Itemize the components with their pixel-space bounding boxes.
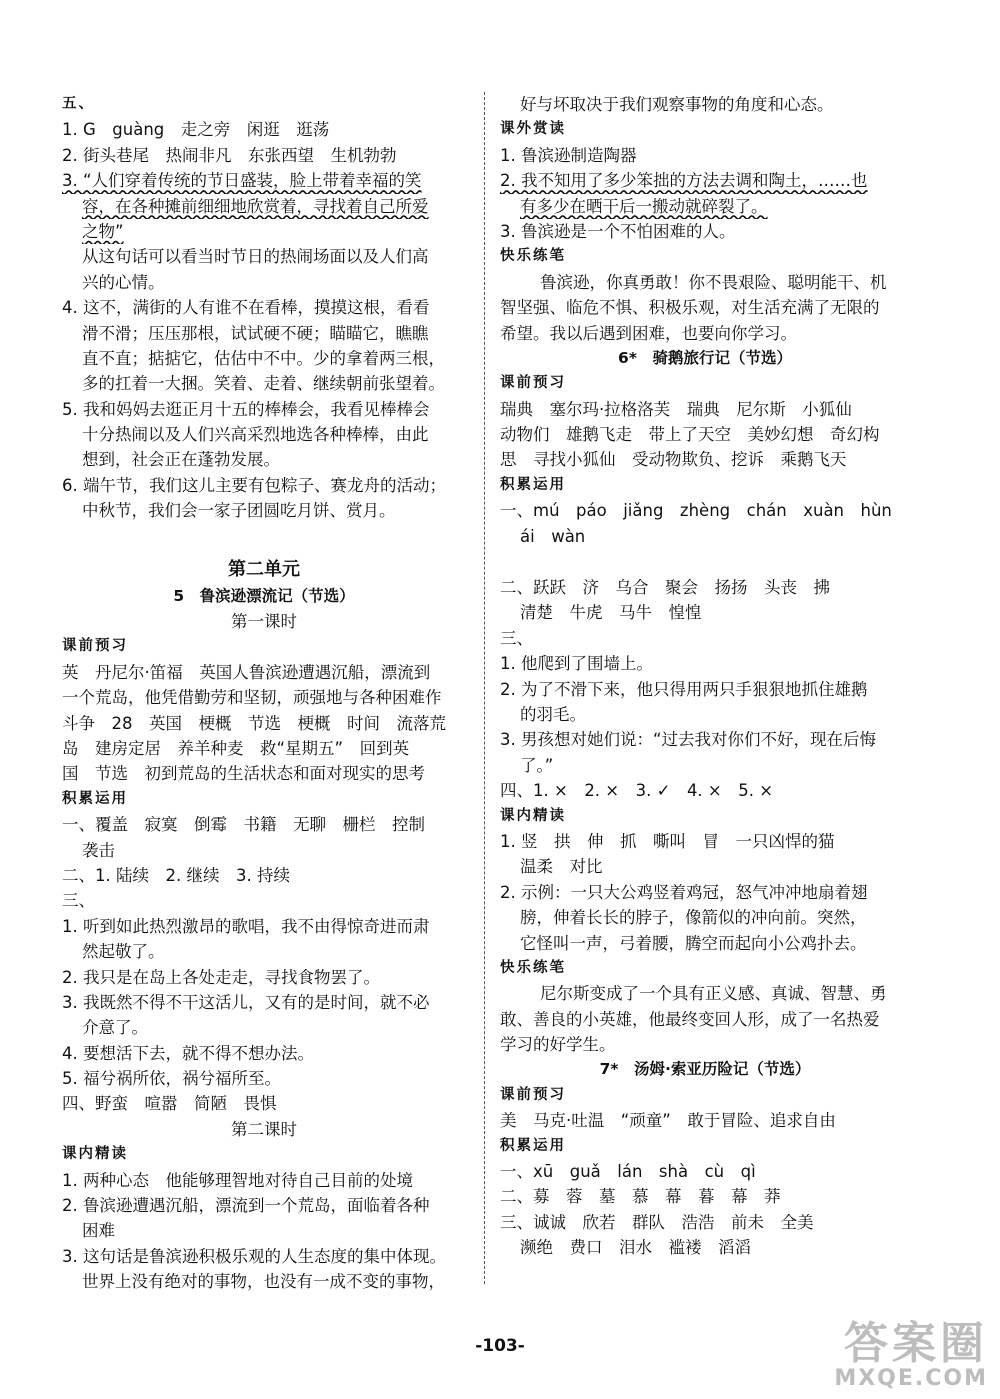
left-line: 二、1. 陆续 2. 继续 3. 持续	[62, 865, 290, 885]
right-line: 智坚强、临危不惧、积极乐观，对生活充满了无限的	[500, 298, 880, 318]
right-line: 思 寻找小狐仙 受动物欺负、挖诉 乘鹅飞天	[500, 450, 847, 470]
right-line: 敢、善良的小英雄，他最终变回人形，成了一名热爱	[500, 1009, 880, 1029]
left-line: 直不直；掂掂它，估估中不中。少的拿着两三根，	[82, 348, 445, 368]
left-line: 第二单元	[228, 558, 300, 580]
left-line: 介意了。	[82, 1018, 148, 1038]
left-line: 想到，社会正在蓬勃发展。	[82, 450, 280, 470]
right-line: 鲁滨逊，你真勇敢！你不畏艰险、聪明能干、机	[540, 272, 887, 292]
right-line: 快乐练笔	[500, 959, 566, 976]
right-line: 7* 汤姆·索亚历险记（节选）	[599, 1060, 811, 1079]
left-line: 1. 两种心态 他能够理智地对待自己目前的处境	[62, 1170, 413, 1190]
left-line: 第一课时	[231, 612, 297, 632]
right-line: 课前预习	[500, 1086, 566, 1103]
left-line: 中秋节，我们会一家子团圆吃月饼、赏月。	[82, 501, 396, 521]
left-line: 6. 端午节，我们这儿主要有包粽子、赛龙舟的活动；	[62, 475, 446, 495]
right-line: 一、mú páo jiǎng zhèng chán xuàn hùn	[500, 501, 892, 521]
left-line: 1. 听到如此热烈激昂的歌唱，我不由得惊奇进而肃	[62, 916, 430, 936]
watermark-logo	[834, 1318, 988, 1391]
right-line: 温柔 对比	[520, 857, 603, 877]
right-line: 1. 鲁滨逊制造陶器	[500, 145, 637, 165]
left-line: 容，在各种摊前细细地欣赏着，寻找着自己所爱	[82, 196, 429, 216]
left-line: 3. 我既然不得不干这活儿，又有的是时间，就不必	[62, 992, 430, 1012]
right-line: 有多少在晒干后一搬动就碎裂了。	[520, 196, 768, 216]
left-line: 第二课时	[231, 1119, 297, 1139]
right-line: 积累运用	[500, 476, 566, 493]
right-line: 好与坏取决于我们观察事物的角度和心态。	[520, 95, 834, 114]
left-line: 2. 鲁滨逊遭遇沉船，漂流到一个荒岛，面临着各种	[62, 1196, 430, 1216]
left-line: 一、覆盖 寂寞 倒霉 书籍 无聊 栅栏 控制	[62, 815, 425, 835]
left-line: 之物”	[82, 221, 124, 241]
right-line: 希望。我以后遇到困难，也要向你学习。	[500, 323, 797, 343]
right-line: 课内精读	[500, 807, 566, 824]
left-line: 五、	[62, 96, 95, 112]
watermark-cn: 答案圈	[844, 1318, 988, 1369]
right-line: 6* 骑鹅旅行记（节选）	[618, 348, 792, 367]
left-line	[62, 524, 466, 550]
right-line: 课前预习	[500, 375, 566, 392]
left-line: 然起敬了。	[82, 942, 165, 962]
right-line: 2. 我不知用了多少笨拙的方法去调和陶土，……也	[500, 171, 868, 191]
right-column	[500, 92, 910, 1261]
left-line: 课前预习	[62, 638, 128, 655]
left-line: 2. 街头巷尾 热闹非凡 东张西望 生机勃勃	[62, 145, 397, 165]
left-line: 5. 福兮祸所依，祸兮福所至。	[62, 1069, 281, 1089]
left-line: 袭击	[82, 840, 115, 860]
right-line: 瑞典 塞尔玛·拉格洛芙 瑞典 尼尔斯 小狐仙	[500, 399, 852, 419]
right-line: 积累运用	[500, 1137, 566, 1154]
left-line: 积累运用	[62, 790, 128, 807]
left-line: 4. 这不，满街的人有谁不在看棒，摸摸这根，看看	[62, 298, 430, 318]
left-line: 兴的心情。	[82, 272, 165, 292]
left-line: 3. “人们穿着传统的节日盛装，脸上带着幸福的笑	[62, 171, 422, 191]
left-line: 四、野蛮 喧嚣 简陋 畏惧	[62, 1094, 277, 1114]
right-line	[500, 549, 910, 575]
right-line: 二、募 蓉 墓 慕 幕 暮 幕 莽	[500, 1187, 781, 1207]
left-line: 5. 我和妈妈去逛正月十五的棒棒会，我看见棒棒会	[62, 399, 430, 419]
left-line: 三、	[62, 891, 95, 911]
right-line: 四、1. × 2. × 3. ✓ 4. × 5. ×	[500, 781, 774, 801]
left-line: 1. G guàng 走之旁 闲逛 逛荡	[62, 120, 330, 140]
left-line: 4. 要想活下去，就不得不想办法。	[62, 1043, 314, 1063]
left-line: 滑不滑；压压那根，试试硬不硬；瞄瞄它，瞧瞧	[82, 323, 429, 343]
right-line: ái wàn	[520, 526, 586, 546]
page-number: -103-	[475, 1336, 525, 1356]
left-line: 国 节选 初到荒岛的生活状态和面对现实的思考	[62, 764, 425, 784]
right-line: 1. 他爬到了围墙上。	[500, 654, 653, 674]
right-line: 美 马克·吐温 “顽童” 敢于冒险、追求自由	[500, 1111, 836, 1131]
left-line: 从这句话可以看当时节日的热闹场面以及人们高	[82, 247, 429, 267]
left-line: 世界上没有绝对的事物，也没有一成不变的事物，	[82, 1272, 445, 1292]
right-line: 课外赏读	[500, 121, 566, 138]
right-line: 的羽毛。	[520, 704, 586, 724]
left-line: 十分热闹以及人们兴高采烈地选各种棒棒，由此	[82, 425, 429, 445]
right-line: 学习的好学生。	[500, 1035, 616, 1055]
left-line: 一个荒岛，他凭借勤劳和坚韧，顽强地与各种困难作	[62, 688, 442, 708]
left-column	[62, 92, 466, 1295]
right-line: 二、跃跃 济 乌合 聚会 扬扬 头丧 拂	[500, 578, 830, 598]
right-line: 3. 男孩想对她们说：“过去我对你们不好，现在后悔	[500, 730, 877, 750]
right-line: 2. 为了不滑下来，他只得用两只手狠狠地抓住雄鹅	[500, 679, 868, 699]
left-line: 困难	[82, 1221, 115, 1241]
left-line: 岛 建房定居 养羊种麦 救“星期五” 回到英	[62, 738, 410, 758]
left-line: 2. 我只是在岛上各处走走，寻找食物罢了。	[62, 967, 380, 987]
right-line: 动物们 雄鹅飞走 带上了天空 美妙幻想 奇幻构	[500, 425, 880, 445]
right-line: 快乐练笔	[500, 248, 566, 265]
left-line: 多的扛着一大捆。笑着、走着、继续朝前张望着。	[82, 374, 445, 394]
column-divider	[484, 92, 485, 1284]
watermark-en: MXQE.COM	[834, 1366, 988, 1391]
right-line: 1. 竖 拱 伸 抓 嘶叫 冒 一只凶悍的猫	[500, 831, 835, 851]
right-line: 它怪叫一声，弓着腰，腾空而起向小公鸡扑去。	[520, 933, 867, 953]
right-line: 2. 示例：一只大公鸡竖着鸡冠，怒气冲冲地扇着翅	[500, 882, 868, 902]
left-line: 5 鲁滨逊漂流记（节选）	[173, 586, 355, 605]
right-line: 一、xū guǎ lán shà cù qì	[500, 1162, 756, 1182]
left-line: 3. 这句话是鲁滨逊积极乐观的人生态度的集中体现。	[62, 1246, 446, 1266]
left-line: 斗争 28 英国 梗概 节选 梗概 时间 流落荒	[62, 713, 446, 733]
right-line: 了。”	[520, 755, 554, 775]
right-line: 3. 鲁滨逊是一个不怕困难的人。	[500, 221, 736, 241]
right-line: 三、诚诚 欣若 群队 浩浩 前未 全美	[500, 1212, 814, 1232]
right-line: 三、	[500, 628, 533, 648]
left-line: 英 丹尼尔·笛福 英国人鲁滨逊遭遇沉船，漂流到	[62, 662, 431, 682]
right-line: 尼尔斯变成了一个具有正义感、真诚、智慧、勇	[540, 984, 887, 1004]
right-line: 清楚 牛虎 马牛 惶惶	[520, 603, 702, 623]
right-line: 濒绝 费口 泪水 褴褛 滔滔	[520, 1238, 751, 1258]
left-line: 课内精读	[62, 1146, 128, 1163]
right-line: 膀，伸着长长的脖子，像箭似的冲向前。突然，	[520, 908, 867, 928]
